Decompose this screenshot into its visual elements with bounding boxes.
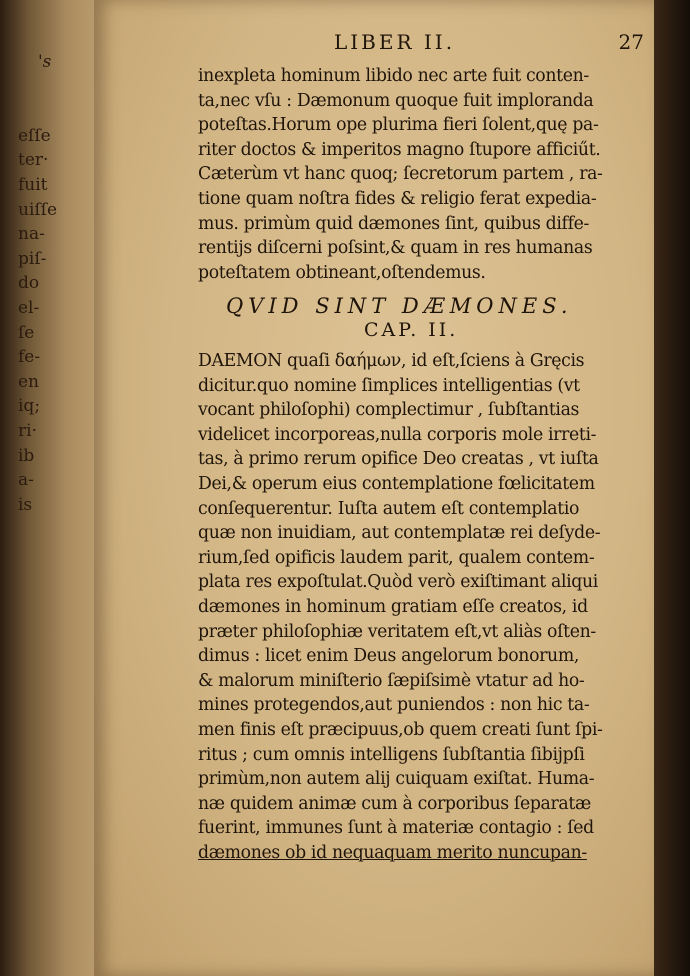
margin-fragment: ter· [18,150,49,171]
text-line: quæ non inuidiam, aut contemplatæ rei deſyde- [198,523,601,544]
text-line: plata res expoſtulat.Quòd verò exiſtimant aliqui [198,572,598,593]
margin-fragment: ib [18,445,35,466]
paragraph-intro [198,64,632,285]
text-line: rium,ſed opificis laudem parit, qualem contem- [198,547,595,568]
margin-fragment: el- [18,297,40,318]
text-line: præter philoſophiæ veritatem eſt,vt aliàs oſten- [198,621,596,642]
text-line: dicitur.quo nomine ſimplices intelligentias (vt [198,375,580,396]
margin-fragment: piſ- [18,248,47,269]
text-line: ritus ; cum omnis intelligens ſubſtantia ſibijpſi [198,744,585,765]
paragraph-chapter-body [198,349,632,865]
text-line: riter doctos & imperitos magno ſtupore afficiűt. [198,139,601,160]
chapter-title: QVID SINT DÆMONES. [226,294,573,318]
text-line: conſequerentur. Iuſta autem eſt contemplatio [198,498,580,519]
text-line: ta,nec vſu : Dæmonum quoque fuit imploranda [198,90,594,111]
margin-fragment: do [18,273,40,294]
text-line: & malorum miniſterio ſæpiſsimè vtatur ad ho- [198,670,585,691]
margin-fragment: en [18,371,40,392]
text-line: inexpleta hominum libido nec arte fuit conten- [198,66,589,86]
margin-fragment: 's [38,52,52,72]
text-line: poteſtas.Horum ope plurima fieri ſolent,quę pa- [198,115,599,136]
text-line: dimus : licet enim Deus angelorum bonorum, [198,646,580,667]
margin-fragment: ri· [18,420,37,441]
text-line: tas, à primo rerum opifice Deo creatas , vt iuſta [198,449,599,470]
text-line: men finis eſt præcipuus,ob quem creati ſunt ſpi- [198,719,603,740]
printed-page [94,0,654,976]
facing-page-edge [0,0,94,976]
text-line: poteſtatem obtineant,oſtendemus. [198,262,486,283]
text-line: dæmones ob id nequaquam merito nuncupan- [198,842,587,863]
text-line: mus. primùm quid dæmones ſint, quibus diffe- [198,213,590,234]
page-number: 27 [618,30,644,54]
margin-fragment: is [18,494,33,515]
margin-fragment: fuit [18,174,48,195]
margin-fragment: iq; [18,396,41,417]
margin-fragments [18,50,88,517]
text-line: Dei,& operum eius contemplatione fœlicitatem [198,473,595,494]
text-line: fuerint, immunes ſunt à materiæ contagio : ſed [198,818,594,839]
margin-fragment [18,99,88,124]
text-line: næ quidem animæ cum à corporibus ſeparatæ [198,793,591,814]
text-line: DAEMON quaſi δαήμων, id eſt,ſciens à Gręcis [198,351,585,371]
margin-fragment: ſe [18,322,35,343]
text-line: rentijs diſcerni poſsint,& quam in res humanas [198,238,593,259]
chapter-number: CAP. II. [364,319,459,341]
margin-fragment: uiſſe [18,199,58,220]
text-line: tione quam noſtra fides & religio ferat expedia- [198,188,597,209]
margin-fragment: a- [18,470,34,491]
text-line: videlicet incorporeas,nulla corporis mole irreti- [198,424,597,445]
running-title: LIBER II. [334,30,456,54]
text-line: mines protegendos,aut puniendos : non hic ta- [198,695,590,716]
binding-shadow [654,0,690,976]
margin-fragment: na- [18,224,45,245]
text-line: Cæterùm vt hanc quoq; ſecretorum partem , ra- [198,164,603,185]
margin-fragment [18,75,88,100]
text-line: dæmones in hominum gratiam eſſe creatos, id [198,596,588,617]
running-header [334,30,644,54]
margin-fragment: eſſe [18,125,51,146]
text-line: vocant philoſophi) complectimur , ſubſtantias [198,400,580,421]
text-line: primùm,non autem alij cuiquam exiſtat. Huma- [198,769,595,790]
margin-fragment: fe- [18,347,41,368]
